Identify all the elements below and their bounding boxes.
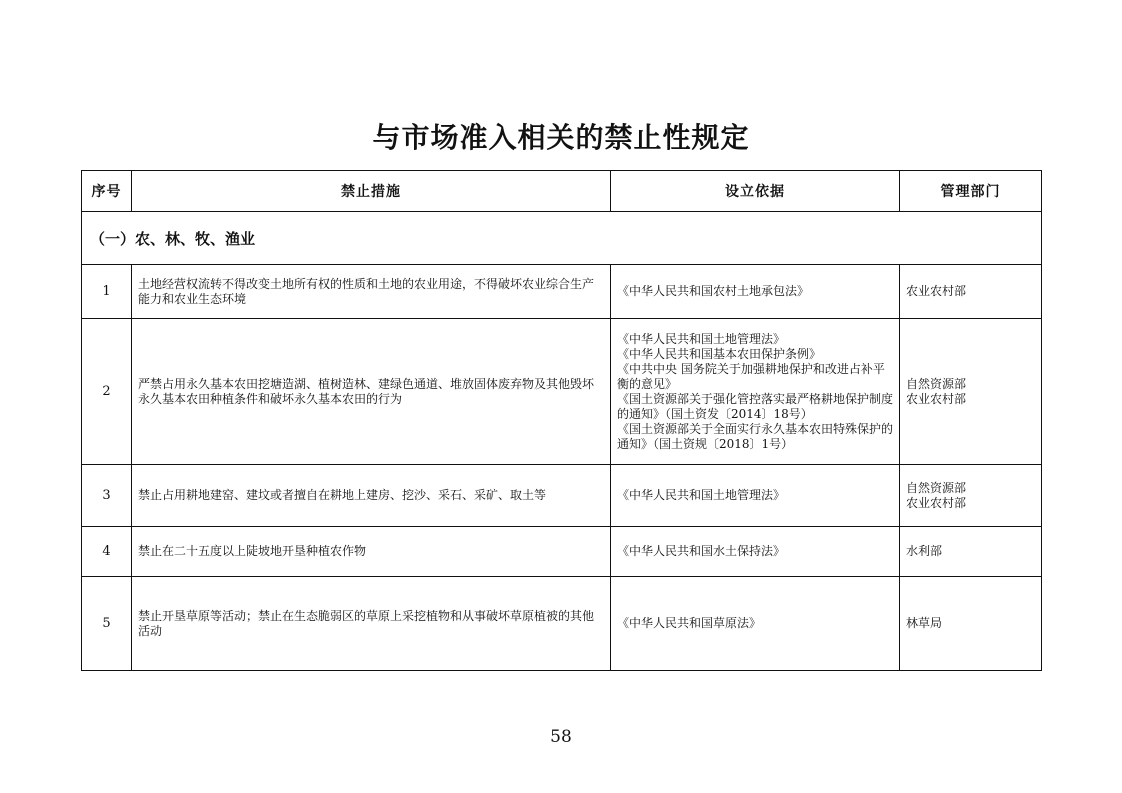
page-title: 与市场准入相关的禁止性规定 xyxy=(372,121,750,154)
row-number: 4 xyxy=(82,527,132,577)
table-row xyxy=(82,265,1042,319)
section-row xyxy=(82,212,1042,265)
basis-item: 《中华人民共和国土地管理法》 xyxy=(617,331,786,346)
row-measure: 严禁占用永久基本农田挖塘造湖、植树造林、建绿色通道、堆放固体废弃物及其他毁坏永久基本农田种植条件和破坏永久基本农田的行为 xyxy=(132,319,611,465)
basis-item: 《中共中央 国务院关于加强耕地保护和改进占补平衡的意见》 xyxy=(617,361,885,391)
row-department xyxy=(900,319,1042,465)
row-department xyxy=(900,527,1042,577)
basis-item: 《中华人民共和国水土保持法》 xyxy=(617,544,786,558)
row-department xyxy=(900,265,1042,319)
basis-item: 《中华人民共和国农村土地承包法》 xyxy=(617,284,810,298)
department-item: 自然资源部 xyxy=(906,480,967,495)
row-number: 3 xyxy=(82,465,132,527)
row-basis xyxy=(611,577,900,671)
row-basis xyxy=(611,319,900,465)
basis-item: 《国土资源部关于强化管控落实最严格耕地保护制度的通知》（国土资发〔2014〕18号） xyxy=(617,391,894,421)
row-basis xyxy=(611,265,900,319)
table-header-row xyxy=(82,171,1042,212)
section-title: （一）农、林、牧、渔业 xyxy=(82,212,1042,265)
table-row xyxy=(82,319,1042,465)
header-no: 序号 xyxy=(82,171,132,212)
row-number: 2 xyxy=(82,319,132,465)
row-department xyxy=(900,465,1042,527)
row-department xyxy=(900,577,1042,671)
row-measure: 土地经营权流转不得改变土地所有权的性质和土地的农业用途，不得破坏农业综合生产能力和农业生态环境 xyxy=(132,265,611,319)
row-basis xyxy=(611,465,900,527)
basis-item: 《国土资源部关于全面实行永久基本农田特殊保护的通知》（国土资规〔2018〕1号） xyxy=(617,421,894,451)
header-basis: 设立依据 xyxy=(611,171,900,212)
row-measure: 禁止开垦草原等活动；禁止在生态脆弱区的草原上采挖植物和从事破坏草原植被的其他活动 xyxy=(132,577,611,671)
department-item: 自然资源部 xyxy=(906,376,967,391)
header-department: 管理部门 xyxy=(900,171,1042,212)
table-row xyxy=(82,577,1042,671)
department-item: 农业农村部 xyxy=(906,495,967,510)
basis-item: 《中华人民共和国土地管理法》 xyxy=(617,488,786,502)
basis-item: 《中华人民共和国基本农田保护条例》 xyxy=(617,346,822,361)
table-row xyxy=(82,527,1042,577)
row-measure: 禁止占用耕地建窑、建坟或者擅自在耕地上建房、挖沙、采石、采矿、取土等 xyxy=(132,465,611,527)
row-number: 5 xyxy=(82,577,132,671)
row-number: 1 xyxy=(82,265,132,319)
department-item: 农业农村部 xyxy=(906,391,967,406)
page-number: 58 xyxy=(550,727,572,747)
row-basis xyxy=(611,527,900,577)
table-row xyxy=(82,465,1042,527)
regulations-table xyxy=(81,170,1042,671)
row-measure: 禁止在二十五度以上陡坡地开垦种植农作物 xyxy=(132,527,611,577)
department-item: 林草局 xyxy=(906,616,943,630)
basis-item: 《中华人民共和国草原法》 xyxy=(617,616,762,630)
department-item: 水利部 xyxy=(906,544,943,558)
department-item: 农业农村部 xyxy=(906,284,967,298)
header-measure: 禁止措施 xyxy=(132,171,611,212)
